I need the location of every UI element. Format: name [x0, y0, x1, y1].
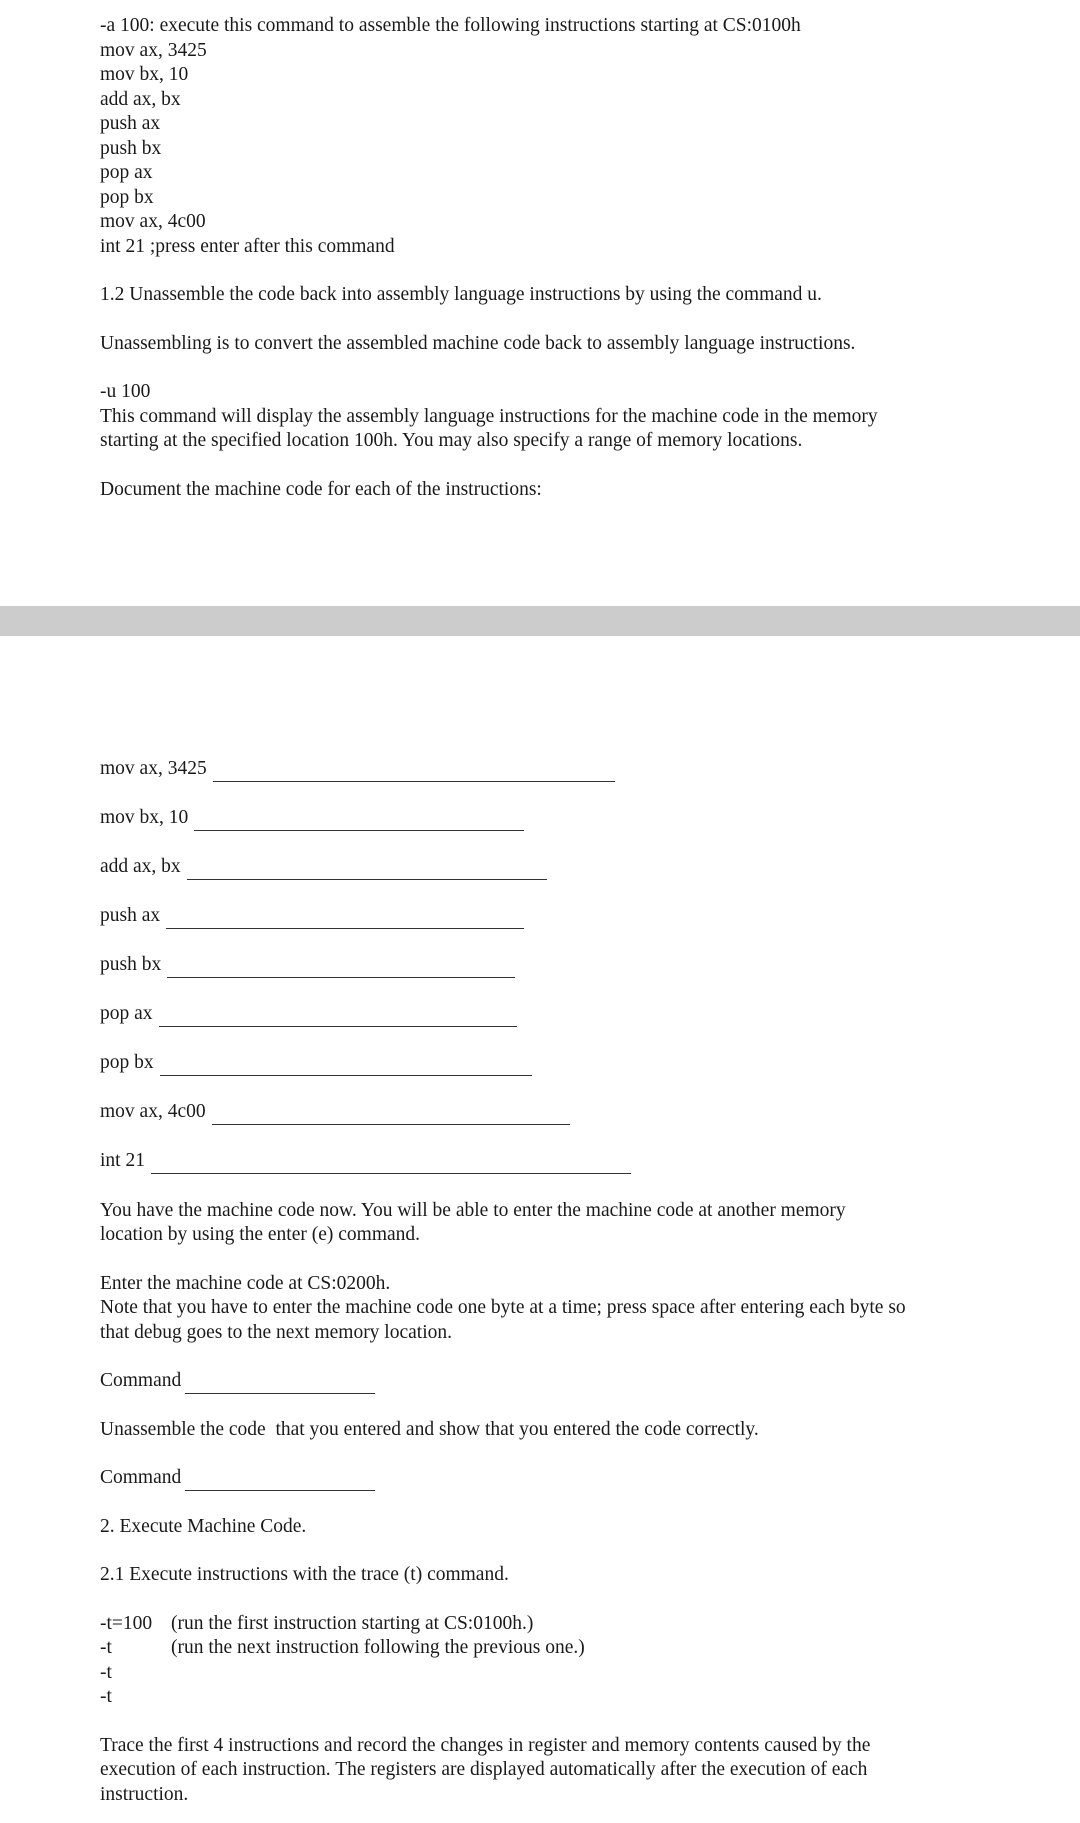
asm-line: mov ax, 3425 [100, 39, 207, 61]
command-answer-row [100, 1466, 1000, 1491]
trace-command: -t=100 [100, 1612, 153, 1634]
answer-blank[interactable] [212, 1106, 570, 1125]
note-line: that debug goes to the next memory location. [100, 1321, 452, 1343]
asm-line: add ax, bx [100, 88, 181, 110]
machine-code-row [100, 904, 1000, 929]
trace-instruction-line: Trace the first 4 instructions and record the changes in register and memory contents caused by the [100, 1734, 871, 1756]
asm-line: push bx [100, 137, 162, 159]
answer-blank[interactable] [160, 1057, 532, 1076]
instruction-label: push ax [100, 905, 161, 926]
trace-command: -t [100, 1661, 112, 1683]
top-page-section [100, 14, 1000, 502]
machine-code-row [100, 1100, 1000, 1125]
machine-code-info-line: You have the machine code now. You will be able to enter the machine code at another memory [100, 1199, 846, 1221]
answer-blank[interactable] [187, 861, 547, 880]
command-blank[interactable] [185, 1472, 375, 1491]
assemble-command-text: -a 100: execute this command to assemble the following instructions starting at CS:0100h [100, 15, 801, 36]
machine-code-row [100, 1051, 1000, 1076]
asm-line: mov ax, 4c00 [100, 211, 206, 232]
command-label: Command [100, 1370, 182, 1391]
trace-instruction-line: execution of each instruction. The registers are displayed automatically after the execution of each [100, 1759, 868, 1780]
trace-command: -t [100, 1686, 112, 1707]
trace-command-row [100, 1612, 1000, 1637]
trace-note: (run the first instruction starting at CS:0100h.) [171, 1612, 534, 1634]
u-command-text: -u 100 [100, 381, 151, 402]
unassemble-entered-text: Unassemble the code that you entered and show that you entered the code correctly. [100, 1418, 759, 1440]
section-2-heading: 2. Execute Machine Code. [100, 1515, 307, 1537]
u-description-line: This command will display the assembly language instructions for the machine code in the memory [100, 405, 878, 427]
command-blank[interactable] [185, 1375, 375, 1394]
asm-line: pop bx [100, 186, 154, 208]
asm-line: int 21 ;press enter after this command [100, 235, 395, 257]
trace-note: (run the next instruction following the previous one.) [171, 1637, 585, 1658]
machine-code-row [100, 1002, 1000, 1027]
machine-code-info-line: location by using the enter (e) command. [100, 1224, 421, 1245]
trace-heading: 2.1 Execute instructions with the trace (t) command. [100, 1564, 509, 1585]
document-prompt: Document the machine code for each of the instructions: [100, 478, 542, 500]
instruction-label: mov bx, 10 [100, 807, 189, 828]
answer-blank[interactable] [159, 1008, 517, 1027]
trace-command-row [100, 1685, 1000, 1710]
answer-blank[interactable] [166, 910, 524, 929]
instruction-label: int 21 [100, 1150, 145, 1171]
instruction-label: pop ax [100, 1003, 153, 1024]
unassemble-heading: 1.2 Unassemble the code back into assembly language instructions by using the command u. [100, 284, 822, 305]
trace-instruction-line: instruction. [100, 1783, 189, 1805]
enter-location-text: Enter the machine code at CS:0200h. [100, 1272, 391, 1294]
instruction-label: add ax, bx [100, 856, 181, 877]
machine-code-row [100, 953, 1000, 978]
bottom-page-section [100, 757, 1000, 1807]
answer-blank[interactable] [167, 959, 515, 978]
note-line: Note that you have to enter the machine code one byte at a time; press space after entering each byte so [100, 1297, 906, 1318]
answer-blank[interactable] [151, 1155, 631, 1174]
instruction-label: mov ax, 3425 [100, 758, 207, 779]
command-answer-row [100, 1369, 1000, 1394]
machine-code-row [100, 855, 1000, 880]
asm-line: mov bx, 10 [100, 64, 189, 85]
asm-line: push ax [100, 113, 161, 134]
trace-command: -t [100, 1637, 112, 1658]
answer-blank[interactable] [194, 812, 524, 831]
unassemble-definition: Unassembling is to convert the assembled machine code back to assembly language instructions. [100, 332, 856, 354]
answer-blank[interactable] [213, 763, 615, 782]
command-label: Command [100, 1467, 182, 1488]
instruction-label: pop bx [100, 1052, 154, 1073]
instruction-label: push bx [100, 954, 162, 975]
page-break-divider [0, 606, 1080, 636]
machine-code-row [100, 1149, 1000, 1174]
trace-command-row [100, 1661, 1000, 1686]
asm-line: pop ax [100, 162, 153, 183]
u-description-line: starting at the specified location 100h. You may also specify a range of memory locations. [100, 430, 803, 451]
machine-code-row [100, 757, 1000, 782]
instruction-label: mov ax, 4c00 [100, 1101, 206, 1122]
trace-command-row [100, 1636, 1000, 1661]
machine-code-row [100, 806, 1000, 831]
